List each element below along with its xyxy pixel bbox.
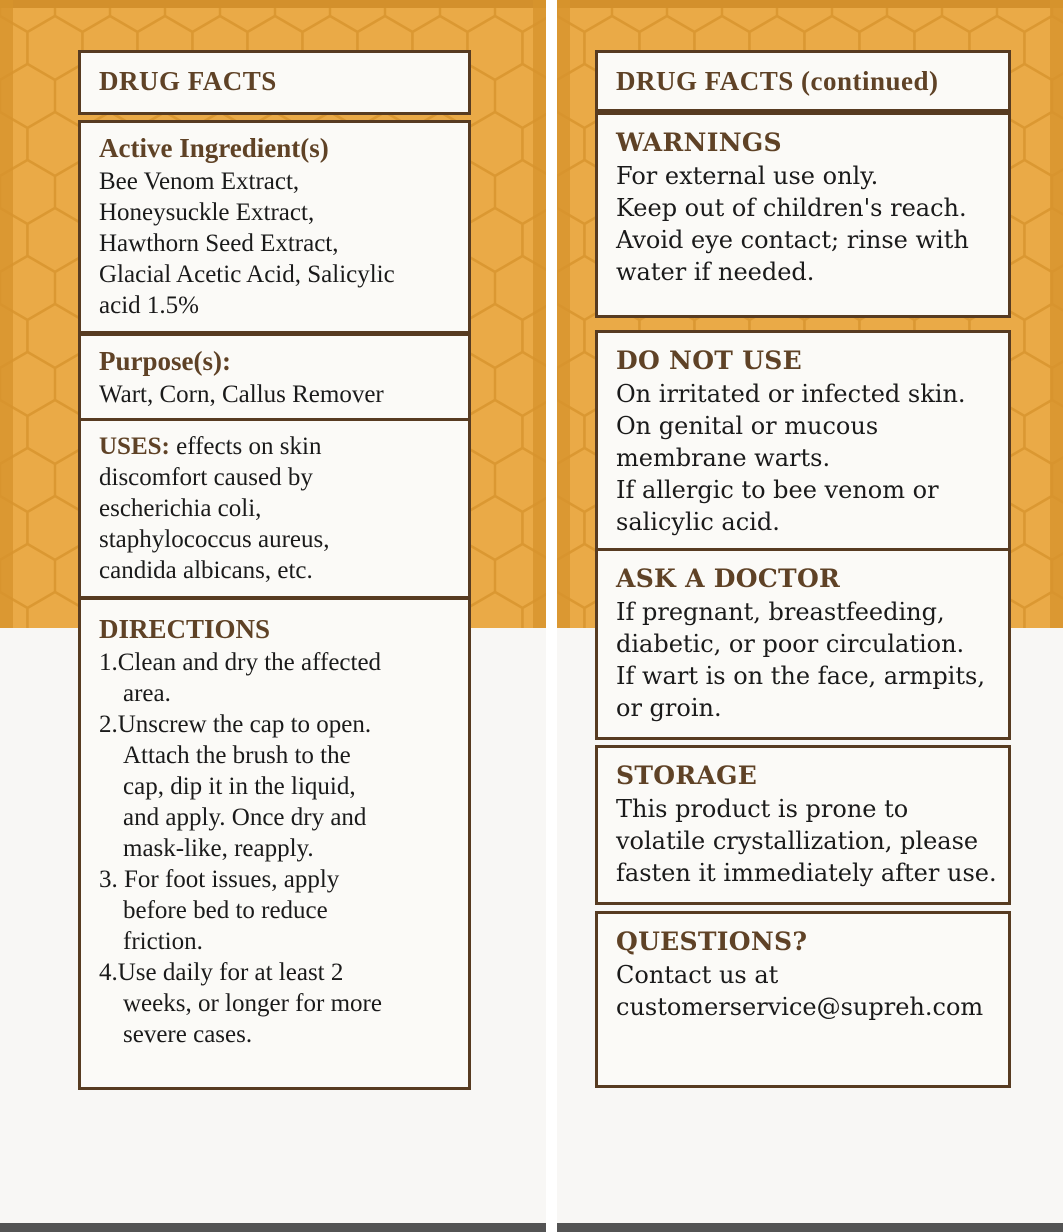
- drug-facts-panel-right: [557, 0, 1063, 1232]
- storage-heading: STORAGE: [616, 761, 758, 790]
- section-do-not-use: [595, 330, 1011, 551]
- text-line: Hawthorn Seed Extract,: [99, 230, 339, 257]
- text-line: area.: [123, 680, 171, 707]
- text-line: Attach the brush to the: [123, 742, 351, 769]
- text-line: acid 1.5%: [99, 292, 199, 319]
- active-ingredients-heading: Active Ingredient(s): [99, 133, 329, 163]
- section-ask-a-doctor: [595, 548, 1011, 740]
- text-line: fasten it immediately after use.: [616, 859, 997, 887]
- questions-text: [616, 959, 1002, 1023]
- text-line: or groin.: [616, 694, 722, 722]
- text-line: 1.Clean and dry the affected: [99, 649, 382, 676]
- text-line: membrane warts.: [616, 444, 831, 472]
- page-title-continued: DRUG FACTS (continued): [616, 66, 939, 96]
- drug-facts-continued-title-box: [595, 50, 1011, 112]
- text-line: friction.: [123, 928, 203, 955]
- warnings-text: [616, 160, 1002, 288]
- gold-left-edge: [0, 0, 13, 628]
- do-not-use-heading: DO NOT USE: [616, 346, 803, 375]
- text-line: diabetic, or poor circulation.: [616, 630, 965, 658]
- text-line: candida albicans, etc.: [99, 557, 313, 584]
- text-line: salicylic acid.: [616, 508, 780, 536]
- text-line: mask-like, reapply.: [123, 835, 314, 862]
- text-line: 2.Unscrew the cap to open.: [99, 711, 372, 738]
- text-line: severe cases.: [123, 1021, 253, 1048]
- text-line: On genital or mucous: [616, 412, 879, 440]
- section-warnings: [595, 112, 1011, 318]
- panel-bottom-edge: [0, 1223, 546, 1232]
- text-line: For external use only.: [616, 162, 879, 190]
- warnings-heading: WARNINGS: [616, 128, 782, 157]
- directions-text: [99, 647, 462, 1050]
- text-line: If wart is on the face, armpits,: [616, 662, 985, 690]
- text-line: This product is prone to: [616, 795, 909, 823]
- text-line: before bed to reduce: [123, 897, 328, 924]
- purpose-heading: Purpose(s):: [99, 346, 231, 376]
- text-line: Contact us at: [616, 961, 779, 989]
- page-title: DRUG FACTS: [99, 66, 277, 96]
- section-uses: [78, 418, 471, 599]
- text-line: water if needed.: [616, 258, 815, 286]
- gold-left-edge: [557, 0, 570, 628]
- gold-right-edge: [1050, 0, 1063, 628]
- text-line: Wart, Corn, Callus Remover: [99, 381, 384, 408]
- text-line: Avoid eye contact; rinse with: [616, 226, 969, 254]
- ask-a-doctor-heading: ASK A DOCTOR: [616, 564, 841, 593]
- panel-bottom-edge: [557, 1223, 1063, 1232]
- section-storage: [595, 745, 1011, 905]
- gold-top-edge: [0, 0, 546, 8]
- section-questions: [595, 911, 1011, 1088]
- text-line: discomfort caused by: [99, 464, 313, 491]
- section-directions: [78, 597, 471, 1090]
- ask-a-doctor-text: [616, 596, 1002, 724]
- text-line: On irritated or infected skin.: [616, 380, 966, 408]
- uses-first-line-rest: effects on skin: [169, 433, 322, 460]
- text-line: 3. For foot issues, apply: [99, 866, 340, 893]
- text-line: Glacial Acetic Acid, Salicylic: [99, 261, 395, 288]
- section-purpose: [78, 333, 471, 423]
- text-line: If pregnant, breastfeeding,: [616, 598, 945, 626]
- drug-facts-title-box: [78, 50, 471, 115]
- text-line: and apply. Once dry and: [123, 804, 367, 831]
- uses-heading: USES:: [99, 433, 170, 460]
- gold-top-edge: [557, 0, 1063, 8]
- uses-first-line: [99, 431, 462, 462]
- text-line: Honeysuckle Extract,: [99, 199, 315, 226]
- section-active-ingredients: [78, 120, 471, 334]
- text-line: weeks, or longer for more: [123, 990, 382, 1017]
- text-line: volatile crystallization, please: [616, 827, 979, 855]
- text-line: Keep out of children's reach.: [616, 194, 967, 222]
- text-line: staphylococcus aureus,: [99, 526, 330, 553]
- gold-right-edge: [533, 0, 546, 628]
- storage-text: [616, 793, 1002, 889]
- text-line: If allergic to bee venom or: [616, 476, 939, 504]
- active-ingredients-text: [99, 166, 462, 321]
- text-line: escherichia coli,: [99, 495, 262, 522]
- text-line: customerservice@supreh.com: [616, 993, 984, 1021]
- directions-heading: DIRECTIONS: [99, 614, 271, 644]
- questions-heading: QUESTIONS?: [616, 927, 808, 956]
- uses-text: [99, 462, 462, 586]
- text-line: 4.Use daily for at least 2: [99, 959, 344, 986]
- text-line: Bee Venom Extract,: [99, 168, 300, 195]
- text-line: cap, dip it in the liquid,: [123, 773, 356, 800]
- do-not-use-text: [616, 378, 1002, 538]
- purpose-text: [99, 379, 462, 410]
